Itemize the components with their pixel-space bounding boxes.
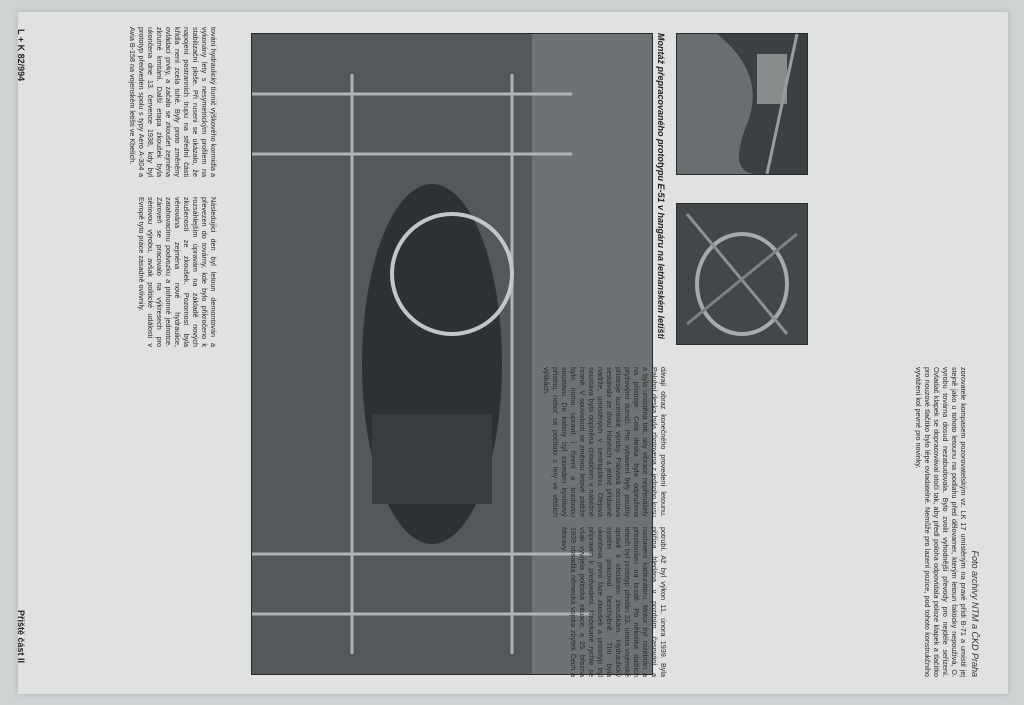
magazine-page bbox=[18, 12, 1008, 694]
continued-note: Přiště část II bbox=[16, 609, 26, 663]
photo-caption: Montáž přepracovaného prototypu E-51 v hangáru na letňanském letišti bbox=[656, 33, 666, 340]
text-top-block: zorovatele kompasem pozorovatelským vz. LK 17 umístěným na pravé přídi B-71 a umístil jej stejně jako u tohoto letounu na podlahu před dělovamer, kterým letoun fakticky nepoužívá, O. vyrobu továrna dosud nezabudovala. Bylo zvolit vyhodnější převody pro nejdéle seřízení. Ovladač klapek se dopracovával otočí tak, aby předl poloha odpovídala poloze klapek a tlačítko pro nouzové tlačítko bylo lépe ovladatelné. Nemůže pro lazení pozice, pod tohoto konstrukčního vyvážení kol pevné pro novinky. bbox=[914, 367, 968, 677]
photo-credit: Foto archivy NTM a ČKD Praha bbox=[970, 550, 980, 677]
page-reference: L + K 82/994 bbox=[16, 29, 26, 82]
photo-engine-detail bbox=[676, 203, 808, 345]
text-column-b: Následující den byl letoun demontován a převezen do továrny, kde bylo přikročeno k rozsáhlejším úpravám na základě nových zkušeností ze zkoušek. Pozornost byla věnována zejména nové hydraulice, zatahovacímu podvozku a pohonné jednotce. Zároveň se pracovalo na výkresech pro sériovou výrobu, avšak politické události v Evropě tyto práce zásadně ovlivnily. bbox=[137, 197, 218, 347]
text-column-a: tování hydraulický tlumič výškového kormidla a vykonány lety s nesymetrickým profilem na stabilizační ploše. Při ruseni se ukázalo, že napojení postranních trupu na střední části křídla není zcela tuhé. Byly proto změněny ovládací prvky, a začalo se zkoušet zejména zkrutné kmitání. Další etapa zkoušek byla ukončena dne 13. července 1938, kdy byl prototyp předveden spolu s typy Aero A-304 a Avia B-158 na vojenském letišti ve Kbelích. bbox=[128, 27, 218, 177]
photo-cockpit-left bbox=[676, 33, 808, 175]
text-column-d: potrubí. Až byl výkon 11. února 1939. Byla příčina hledána v pozdním časování a nastavení karburátoru. Motor byl rozebrán a přezkoušen na brzdě. Po několika dalších letech byl prototyp předán 23. února vojenské správě k oficiálním zkouškám. Hydraulický systém pracoval bezchybně. Tím byla ukončena první fáze zkoušek a prototyp byl připraven k předvedení. Nečekaně rychle se však vyvíjela politická situace, a 15. března 1939 obsadila německá vojska zbytek Čech a Moravy. bbox=[560, 527, 668, 677]
text-column-c: dávají obraz konečného provedení letounu. Palubní deska byla zhotovena z jednoho kusu a byla umístěna tak, aby vibrace nepřenášely na přístroje. Celá deska byla odpružena pryžovými tlumiči. Pro vybavení byly použity přístroje tuzemské výroby. Palivová soustava sestávala ze dvou hlavních a jedné přídavné nádrže, umístěných v centroplánu. Olejová soustava byla doplněna chladičem v náběžné hraně. V souvislosti se změnou letové zátěže bylo nutno upravit i řízení a brzdovou soustavu. Do kabiny byl zaveden kyslíkový přístroj, neboť se počítalo s lety ve větších výškách. bbox=[542, 367, 668, 517]
rotated-article bbox=[16, 23, 998, 683]
